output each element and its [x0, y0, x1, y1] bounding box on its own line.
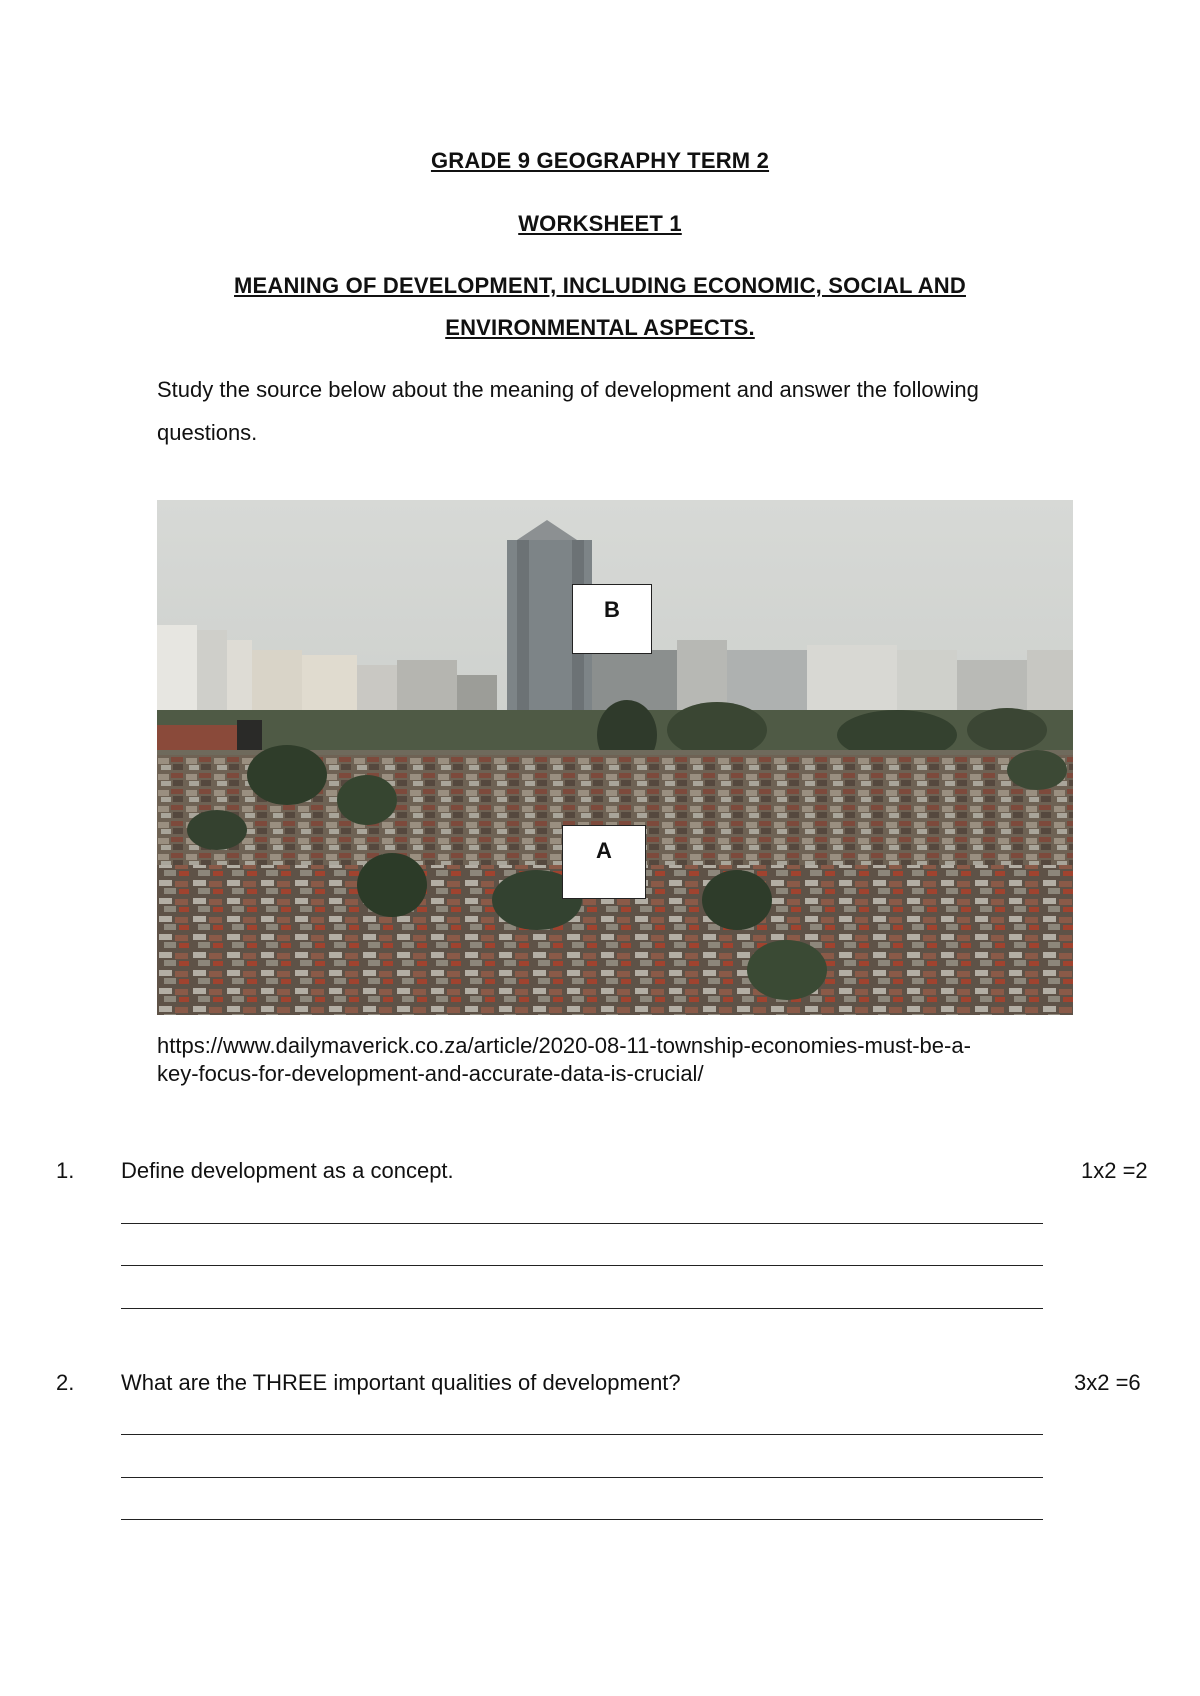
source-citation	[157, 1032, 1087, 1088]
worksheet-title: GRADE 9 GEOGRAPHY TERM 2	[430, 148, 770, 173]
instructions-line-1: Study the source below about the meaning of development and answer the following	[157, 377, 979, 402]
citation-line-2: key-focus-for-development-and-accurate-data-is-crucial/	[157, 1061, 704, 1086]
topic-heading-line-2: ENVIRONMENTAL ASPECTS.	[445, 315, 755, 340]
answer-line[interactable]	[121, 1223, 1043, 1224]
answer-line[interactable]	[121, 1265, 1043, 1266]
answer-line[interactable]	[121, 1477, 1043, 1478]
source-photo	[157, 500, 1073, 1015]
question-1-marks: 1x2 =2	[1081, 1158, 1148, 1183]
question-2-marks: 3x2 =6	[1074, 1370, 1141, 1395]
instructions	[157, 368, 1087, 454]
photo-label-a: A	[562, 825, 646, 899]
township-cityscape-image	[157, 500, 1073, 1015]
question-1-text: Define development as a concept.	[121, 1158, 454, 1183]
worksheet-number: WORKSHEET 1	[518, 211, 682, 236]
question-2-text: What are the THREE important qualities of development?	[121, 1370, 681, 1395]
question-1-number: 1.	[56, 1158, 75, 1183]
answer-line[interactable]	[121, 1434, 1043, 1435]
question-2-number: 2.	[56, 1370, 75, 1395]
answer-line[interactable]	[121, 1308, 1043, 1309]
topic-heading-line-1: MEANING OF DEVELOPMENT, INCLUDING ECONOMIC, SOCIAL AND	[234, 273, 966, 298]
citation-line-1: https://www.dailymaverick.co.za/article/2020-08-11-township-economies-must-be-a-	[157, 1033, 971, 1058]
photo-label-b: B	[572, 584, 652, 654]
answer-line[interactable]	[121, 1519, 1043, 1520]
instructions-line-2: questions.	[157, 420, 258, 445]
